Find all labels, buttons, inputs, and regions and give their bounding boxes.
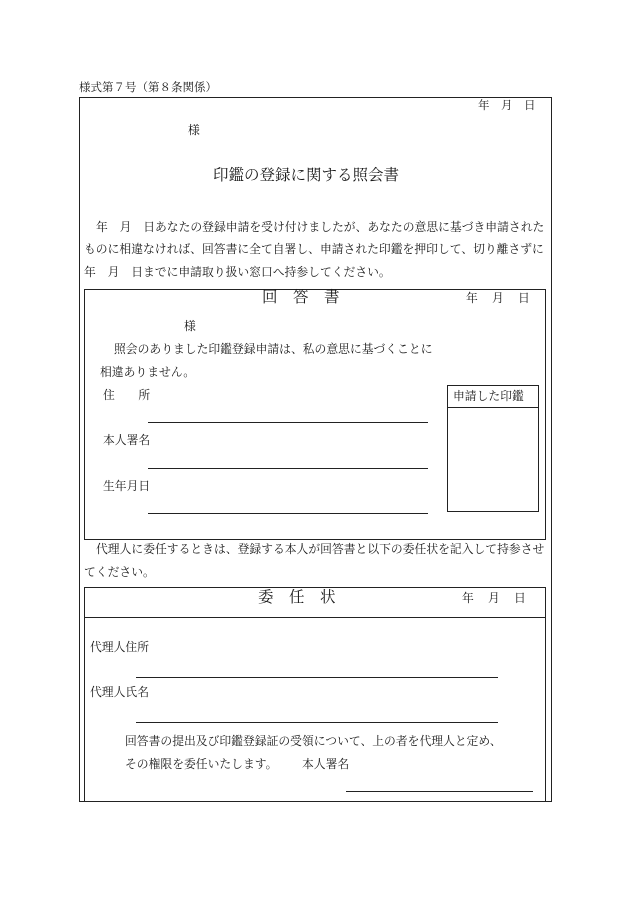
principal-signature-label: 本人署名 [302,757,350,771]
delegation-statement-line: その権限を委任いたします。 [125,757,278,771]
inquiry-body-line: ものに相違なければ、回答書に全て自署し、申請された印鑑を押印して、切り離さずに [84,242,544,256]
form-number: 様式第７号（第８条関係） [79,82,217,94]
delegation-title: 委 任 状 [258,589,336,606]
proxy-note-line: 代理人に委任するときは、登録する本人が回答書と以下の委任状を記入して持参させ [96,542,545,556]
response-form [84,289,546,540]
proxy-name-label: 代理人氏名 [90,685,149,699]
response-title: 回 答 書 [262,289,340,306]
proxy-address-line [136,677,498,678]
inquiry-date: 年 月 日 [478,100,536,112]
delegation-header [85,588,545,618]
seal-box-label: 申請した印鑑 [448,386,538,408]
response-addressee-suffix: 様 [184,319,196,333]
proxy-address-label: 代理人住所 [90,640,149,654]
response-address-line [148,422,428,423]
inquiry-addressee-suffix: 様 [188,123,200,137]
response-statement-line: 相違ありません。 [100,365,196,379]
delegation-form [84,587,546,802]
inquiry-body-line: 年 月 日あなたの登録申請を受け付けましたが、あなたの意思に基づき申請された [96,220,545,234]
response-date: 年 月 日 [466,291,531,305]
delegation-statement-line: 回答書の提出及び印鑑登録証の受領について、上の者を代理人と定め、 [125,734,502,748]
seal-box [447,385,539,512]
inquiry-body-line: 年 月 日までに申請取り扱い窓口へ持参してください。 [84,265,391,279]
response-birthdate-label: 生年月日 [103,479,151,493]
principal-signature-line [346,791,533,792]
response-signature-line [148,468,428,469]
proxy-note-line: てください。 [84,565,155,579]
response-address-label: 住 所 [103,388,151,402]
response-statement-line: 照会のありました印鑑登録申請は、私の意思に基づくことに [114,342,433,356]
response-birthdate-line [148,513,428,514]
delegation-date: 年 月 日 [462,591,527,605]
proxy-name-line [136,722,498,723]
inquiry-title: 印鑑の登録に関する照会書 [213,167,400,184]
response-signature-label: 本人署名 [103,433,151,447]
